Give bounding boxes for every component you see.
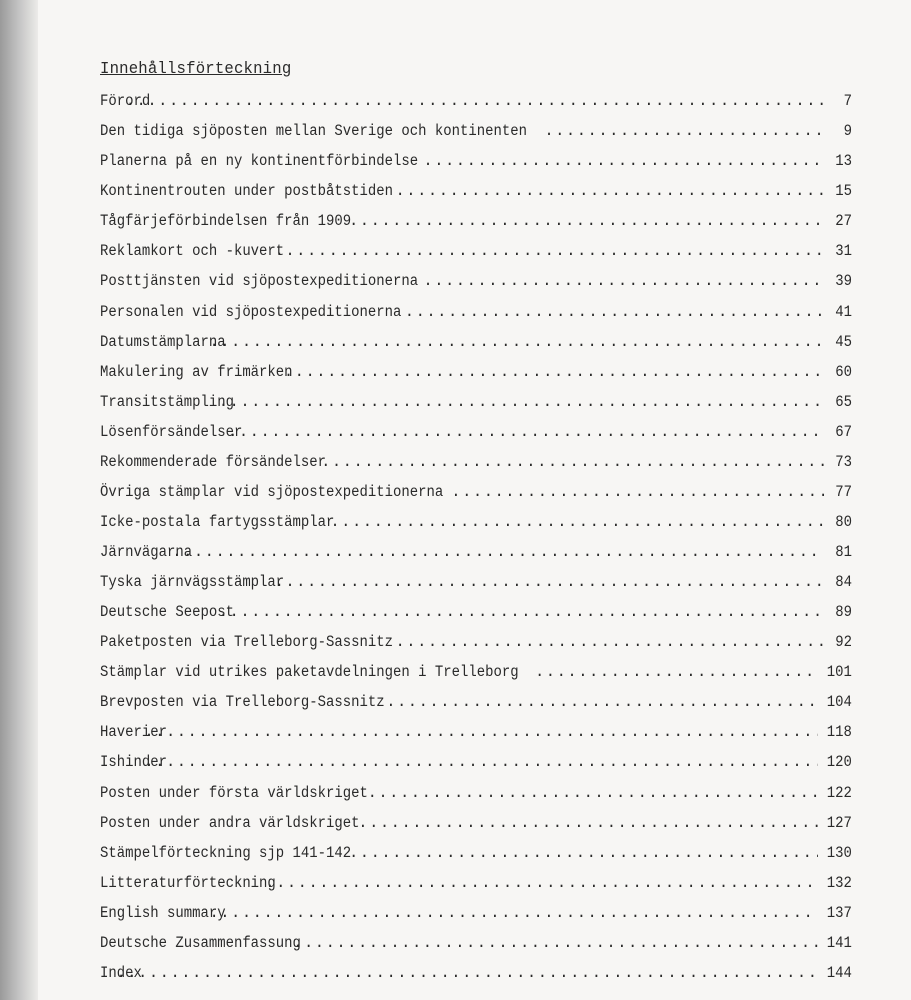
table-of-contents — [100, 80, 852, 982]
toc-entry — [100, 351, 852, 381]
dot-leader — [423, 272, 824, 290]
toc-entry-label: Kontinentrouten under postbåtstiden — [100, 182, 394, 201]
dot-leader — [330, 513, 824, 531]
toc-entry — [100, 80, 852, 110]
dot-leader — [275, 242, 824, 260]
toc-entry — [100, 561, 852, 591]
toc-entry-page: 81 — [835, 543, 852, 561]
dot-leader — [144, 753, 818, 771]
toc-entry-label: Posten under andra världskriget — [100, 813, 360, 832]
toc-entry-label: Deutsche Seepost — [100, 603, 234, 622]
toc-entry-label: Litteraturförteckning — [100, 873, 276, 892]
dot-leader — [209, 333, 824, 351]
toc-entry-page: 39 — [835, 272, 852, 291]
toc-entry — [100, 892, 852, 922]
toc-entry-label: Planerna på en ny kontinentförbindelse — [100, 152, 419, 171]
toc-entry — [100, 321, 852, 351]
toc-entry — [100, 651, 852, 681]
toc-entry-page: 101 — [826, 663, 852, 682]
toc-entry-label: Tågfärjeförbindelsen från 1909 — [100, 212, 352, 231]
dot-leader — [349, 844, 818, 862]
dot-leader — [544, 122, 824, 140]
toc-entry — [100, 230, 852, 260]
toc-entry-label: Brevposten via Trelleborg-Sassnitz — [100, 693, 385, 712]
toc-entry — [100, 501, 852, 531]
dot-leader — [423, 152, 824, 170]
dot-leader — [116, 964, 818, 982]
toc-entry-page: 13 — [835, 152, 852, 171]
toc-entry — [100, 621, 852, 651]
dot-leader — [321, 453, 824, 471]
toc-entry-label: Förord — [100, 92, 151, 111]
toc-entry-label: Paketposten via Trelleborg-Sassnitz — [100, 633, 394, 652]
dot-leader — [349, 212, 824, 230]
toc-entry — [100, 170, 852, 200]
toc-entry-page: 60 — [835, 362, 852, 381]
toc-title: Innehållsförteckning — [100, 60, 292, 79]
toc-entry-label: Icke-postala fartygsstämplar — [100, 512, 335, 531]
dot-leader — [386, 693, 818, 711]
dot-leader — [358, 814, 818, 832]
toc-entry-label: Ishinder — [100, 753, 167, 772]
toc-entry-page: 127 — [826, 813, 852, 832]
toc-entry-page: 73 — [835, 452, 852, 471]
dot-leader — [284, 363, 824, 381]
toc-entry — [100, 771, 852, 801]
dot-leader — [172, 543, 824, 561]
toc-entry — [100, 381, 852, 411]
toc-entry — [100, 200, 852, 230]
toc-entry — [100, 862, 852, 892]
toc-entry-label: Makulering av frimärken — [100, 362, 293, 381]
toc-entry-label: Reklamkort och -kuvert — [100, 242, 285, 261]
toc-entry-page: 92 — [835, 633, 852, 652]
toc-entry — [100, 741, 852, 771]
dot-leader — [535, 663, 818, 681]
toc-entry-label: Transitstämpling — [100, 392, 234, 411]
toc-entry — [100, 290, 852, 320]
toc-entry — [100, 471, 852, 501]
dot-leader — [405, 303, 824, 321]
dot-leader — [395, 182, 824, 200]
toc-entry-label: Den tidiga sjöposten mellan Sverige och kontinenten — [100, 122, 527, 141]
toc-entry-page: 84 — [835, 573, 852, 592]
toc-entry — [100, 441, 852, 471]
toc-entry-label: Deutsche Zusammenfassung — [100, 933, 301, 952]
dot-leader — [265, 874, 818, 892]
toc-entry-label: Posttjänsten vid sjöpostexpeditionerna — [100, 272, 419, 291]
toc-entry — [100, 110, 852, 140]
toc-entry-page: 65 — [835, 392, 852, 411]
toc-entry-label: English summary — [100, 903, 226, 922]
toc-entry-page: 122 — [826, 783, 852, 802]
toc-entry-label: Lösenförsändelser — [100, 422, 243, 441]
toc-entry-label: Index — [100, 963, 142, 982]
toc-entry-page: 130 — [826, 843, 852, 862]
toc-entry-page: 7 — [843, 92, 852, 111]
toc-entry-page: 118 — [826, 723, 852, 742]
dot-leader — [395, 633, 824, 651]
dot-leader — [228, 423, 824, 441]
toc-entry-page: 120 — [826, 753, 852, 772]
toc-entry-page: 141 — [826, 933, 852, 952]
toc-entry-label: Järnvägarna — [100, 543, 193, 561]
toc-entry-label: Övriga stämplar vid sjöpostexpeditionerna — [100, 482, 444, 501]
toc-entry-label: Posten under första världskriget — [100, 783, 368, 802]
toc-entry-label: Stämpelförteckning sjp 141-142 — [100, 843, 352, 862]
toc-entry-page: 132 — [826, 873, 852, 892]
toc-entry — [100, 802, 852, 832]
toc-entry-page: 45 — [835, 332, 852, 351]
toc-entry — [100, 591, 852, 621]
toc-entry-page: 144 — [826, 963, 852, 982]
toc-entry-page: 137 — [826, 903, 852, 922]
toc-entry-page: 104 — [826, 693, 852, 712]
toc-entry-page: 9 — [843, 122, 852, 141]
dot-leader — [144, 723, 818, 741]
dot-leader — [219, 393, 824, 411]
dot-leader — [451, 483, 824, 501]
toc-entry-page: 67 — [835, 422, 852, 441]
dot-leader — [219, 603, 824, 621]
toc-entry-page: 80 — [835, 512, 852, 531]
dot-leader — [209, 904, 818, 922]
toc-entry-page: 15 — [835, 182, 852, 201]
dot-leader — [368, 784, 819, 802]
toc-entry-label: Personalen vid sjöpostexpeditionerna — [100, 302, 402, 321]
toc-entry-label: Stämplar vid utrikes paketavdelningen i Trelleborg — [100, 663, 519, 682]
toc-entry — [100, 832, 852, 862]
dot-leader — [275, 573, 824, 591]
page-binding-shadow — [0, 0, 38, 1000]
toc-entry-label: Rekommenderade försändelser — [100, 452, 327, 471]
dot-leader — [293, 934, 818, 952]
toc-entry — [100, 681, 852, 711]
toc-entry-page: 31 — [835, 242, 852, 261]
toc-entry — [100, 140, 852, 170]
toc-entry-page: 27 — [835, 212, 852, 231]
dot-leader — [126, 92, 824, 110]
toc-entry — [100, 711, 852, 741]
toc-entry-page: 89 — [835, 603, 852, 622]
toc-entry — [100, 922, 852, 952]
toc-entry-label: Haverier — [100, 723, 167, 742]
toc-entry — [100, 952, 852, 982]
toc-entry-page: 77 — [835, 482, 852, 501]
toc-entry-page: 41 — [835, 302, 852, 321]
toc-entry-label: Tyska järnvägsstämplar — [100, 573, 285, 592]
toc-entry-label: Datumstämplarna — [100, 332, 226, 351]
toc-entry — [100, 531, 852, 561]
toc-entry — [100, 260, 852, 290]
toc-entry — [100, 411, 852, 441]
